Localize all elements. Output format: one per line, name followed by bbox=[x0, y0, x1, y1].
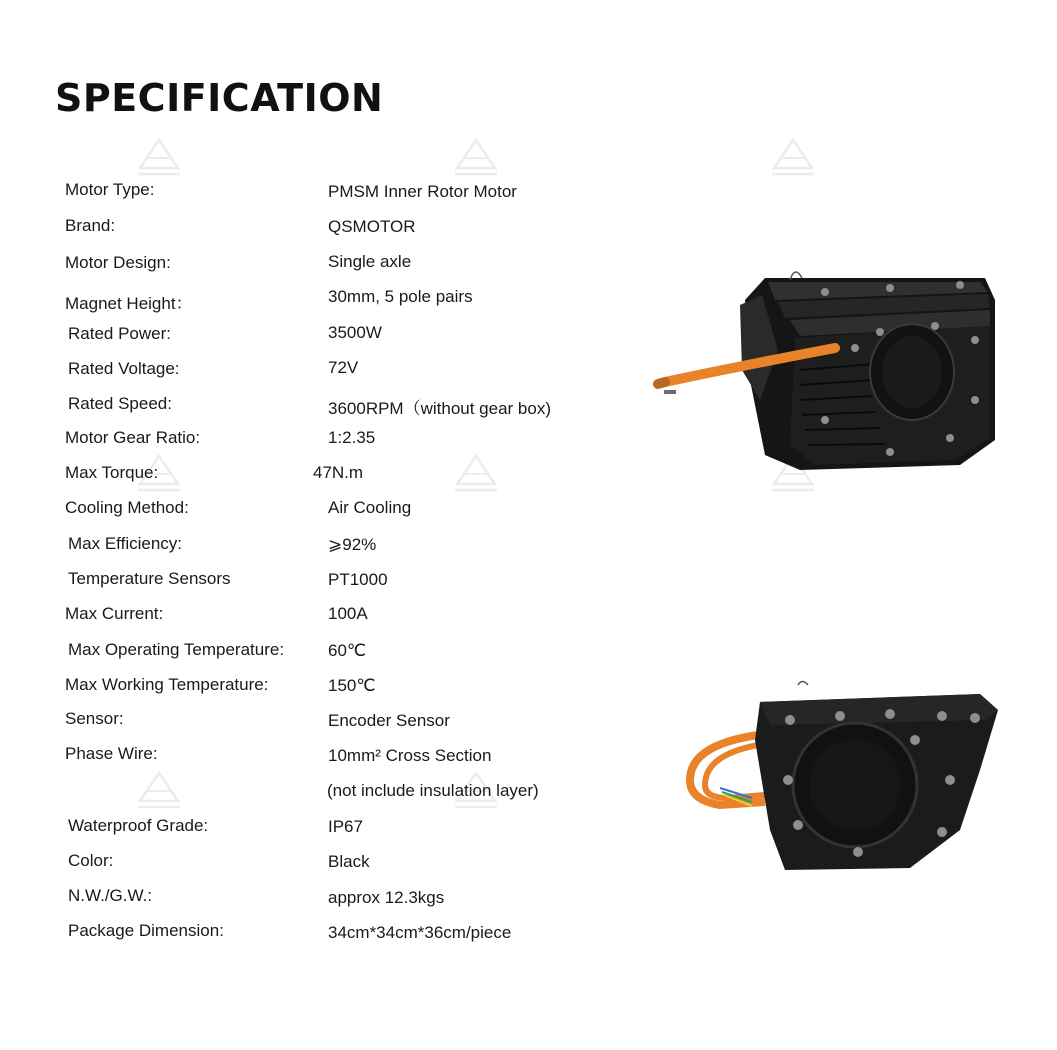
watermark-logo-icon bbox=[770, 138, 816, 178]
spec-row bbox=[0, 640, 640, 670]
spec-label: Temperature Sensors bbox=[68, 569, 231, 588]
spec-label: Package Dimension: bbox=[68, 921, 224, 940]
spec-row bbox=[0, 534, 640, 564]
spec-label: Motor Design: bbox=[65, 253, 171, 272]
spec-row bbox=[0, 359, 640, 389]
spec-label: Color: bbox=[68, 851, 114, 870]
spec-label: Max Working Temperature: bbox=[65, 675, 269, 694]
spec-row bbox=[0, 675, 640, 705]
spec-value: QSMOTOR bbox=[328, 217, 416, 236]
spec-label: Max Current: bbox=[65, 604, 164, 623]
spec-value: 72V bbox=[328, 358, 359, 377]
spec-label: Magnet Height： bbox=[65, 294, 193, 313]
spec-value: IP67 bbox=[328, 817, 363, 836]
spec-value: 3500W bbox=[328, 323, 382, 342]
watermark-logo-icon bbox=[453, 138, 499, 178]
spec-value: 3600RPM（without gear box) bbox=[328, 399, 552, 418]
motor-photo-face bbox=[680, 680, 1005, 880]
spec-row bbox=[0, 709, 640, 739]
motor-photo-angled bbox=[650, 260, 1000, 475]
spec-row bbox=[0, 498, 640, 528]
spec-value: 150℃ bbox=[328, 676, 376, 695]
spec-label: Cooling Method: bbox=[65, 498, 189, 517]
spec-value: 47N.m bbox=[313, 463, 364, 482]
spec-row bbox=[0, 216, 640, 246]
spec-value: (not include insulation layer) bbox=[327, 781, 539, 800]
spec-row bbox=[0, 253, 640, 283]
spec-row bbox=[0, 428, 640, 458]
spec-value: approx 12.3kgs bbox=[328, 888, 445, 907]
spec-row bbox=[0, 180, 640, 210]
spec-row bbox=[0, 289, 640, 319]
spec-label: N.W./G.W.: bbox=[68, 886, 153, 905]
spec-row bbox=[0, 463, 640, 493]
spec-label: Brand: bbox=[65, 216, 116, 235]
spec-row bbox=[0, 604, 640, 634]
spec-value: 30mm, 5 pole pairs bbox=[328, 287, 473, 306]
spec-row bbox=[0, 886, 640, 916]
spec-label: Rated Speed: bbox=[68, 394, 172, 413]
spec-value: PMSM Inner Rotor Motor bbox=[328, 182, 517, 201]
spec-label: Motor Type: bbox=[65, 180, 155, 199]
spec-row bbox=[0, 851, 640, 881]
spec-value: 34cm*34cm*36cm/piece bbox=[328, 923, 512, 942]
spec-value: 10mm² Cross Section bbox=[328, 746, 492, 765]
spec-label: Motor Gear Ratio: bbox=[65, 428, 201, 447]
spec-value: 100A bbox=[328, 604, 368, 623]
spec-value: PT1000 bbox=[328, 570, 388, 589]
spec-row bbox=[0, 921, 640, 951]
spec-label: Sensor: bbox=[65, 709, 124, 728]
spec-row bbox=[0, 324, 640, 354]
spec-row bbox=[0, 816, 640, 846]
spec-label: Max Efficiency: bbox=[68, 534, 183, 553]
spec-label: Phase Wire: bbox=[65, 744, 158, 763]
spec-value: 1:2.35 bbox=[328, 428, 376, 447]
spec-row bbox=[0, 394, 640, 424]
spec-label: Rated Voltage: bbox=[68, 359, 180, 378]
spec-value: Single axle bbox=[328, 252, 412, 271]
spec-row bbox=[0, 744, 640, 774]
spec-label: Rated Power: bbox=[68, 324, 171, 343]
spec-label: Max Operating Temperature: bbox=[68, 640, 285, 659]
spec-label: Max Torque: bbox=[65, 463, 159, 482]
spec-row bbox=[0, 569, 640, 599]
spec-value: 60℃ bbox=[328, 641, 367, 660]
spec-value: Black bbox=[328, 852, 370, 871]
spec-row bbox=[0, 781, 640, 811]
spec-value: Encoder Sensor bbox=[328, 711, 450, 730]
spec-label: Waterproof Grade: bbox=[68, 816, 209, 835]
page-title: SPECIFICATION bbox=[55, 76, 384, 120]
watermark-logo-icon bbox=[136, 138, 182, 178]
spec-value: ⩾92% bbox=[328, 535, 377, 554]
spec-value: Air Cooling bbox=[328, 498, 412, 517]
